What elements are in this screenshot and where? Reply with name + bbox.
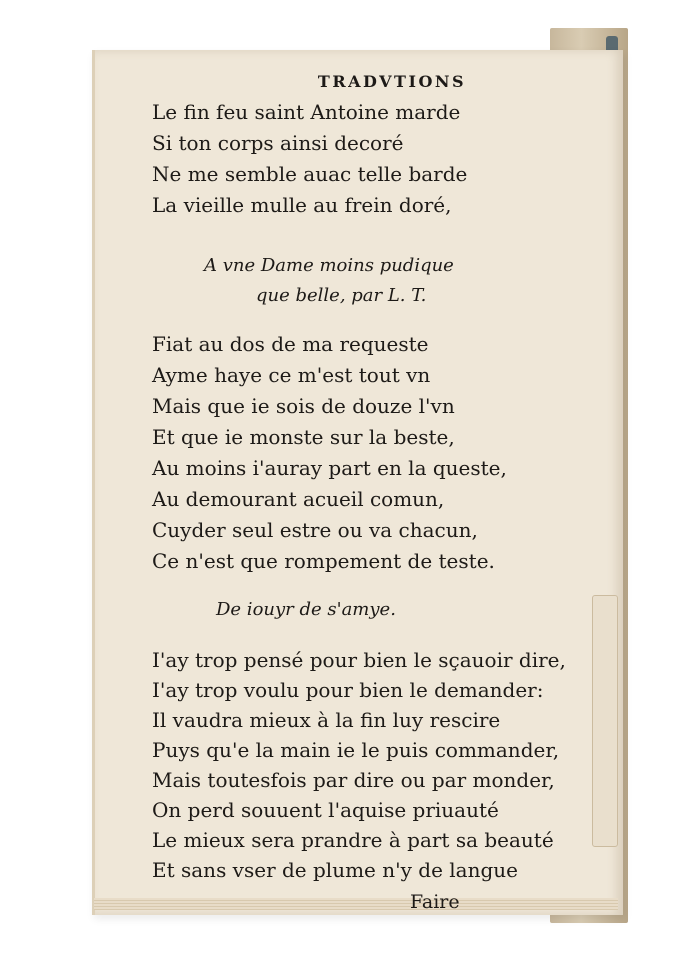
catchword: Faire [410, 891, 460, 913]
poem-line: Mais que ie sois de douze l'vn [152, 394, 455, 418]
poem-line: Si ton corps ainsi decoré [152, 131, 404, 155]
poem-line: Puys qu'e la main ie le puis commander, [152, 738, 560, 762]
poem-line: Le fin feu saint Antoine marde [152, 100, 461, 124]
stanza-2 [152, 329, 582, 577]
poem-line: Fiat au dos de ma requeste [152, 332, 429, 356]
poem-line: Ce n'est que rompement de teste. [152, 549, 495, 573]
poem-line: Mais toutesfois par dire ou par monder, [152, 768, 555, 792]
page-tab [592, 595, 618, 847]
poem-line: Et que ie monste sur la beste, [152, 425, 455, 449]
poem-line: Ayme haye ce m'est tout vn [152, 363, 431, 387]
poem-line: Et sans vser de plume n'y de langue [152, 858, 518, 882]
poem-heading-line: A vne Dame moins pudique [204, 255, 454, 276]
stanza-1 [152, 97, 582, 221]
poem-line: I'ay trop voulu pour bien le demander: [152, 678, 544, 702]
poem-line: On perd souuent l'aquise priuauté [152, 798, 499, 822]
poem-line: Il vaudra mieux à la fin luy rescire [152, 708, 501, 732]
page-text [152, 60, 582, 917]
poem-line: Au demourant acueil comun, [152, 487, 445, 511]
stanza-3 [152, 645, 582, 885]
running-head: TRADVTIONS [317, 72, 467, 91]
poem-heading-line: que belle, par L. T. [256, 285, 427, 306]
poem-line: Au moins i'auray part en la queste, [152, 456, 507, 480]
poem-heading: De iouyr de s'amye. [216, 599, 396, 620]
poem-line: La vieille mulle au frein doré, [152, 193, 452, 217]
poem-line: I'ay trop pensé pour bien le sçauoir dire, [152, 648, 566, 672]
poem-line: Le mieux sera prandre à part sa beauté [152, 828, 554, 852]
poem-line: Ne me semble auac telle barde [152, 162, 468, 186]
poem-line: Cuyder seul estre ou va chacun, [152, 518, 478, 542]
